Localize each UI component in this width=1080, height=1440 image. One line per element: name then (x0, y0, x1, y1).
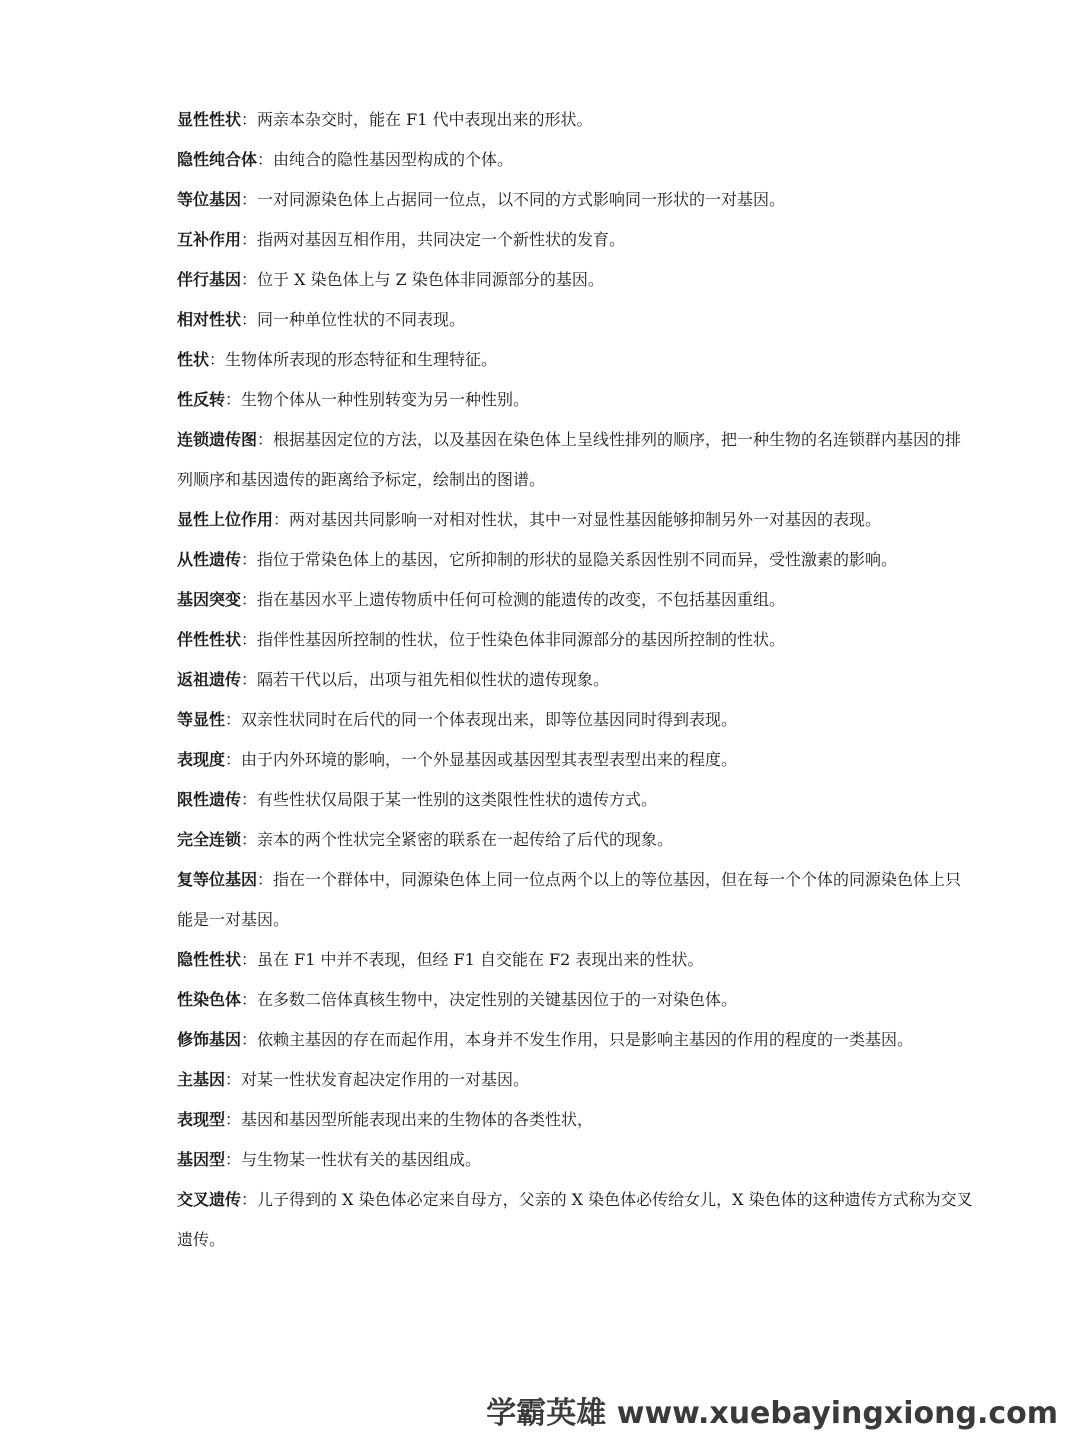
entry-separator: ： (225, 750, 242, 769)
entry-term: 表现型 (177, 1110, 226, 1129)
glossary-entry-20 (177, 940, 977, 980)
entry-separator: ： (225, 1070, 242, 1089)
entry-separator: ： (225, 710, 242, 729)
glossary-entry-14 (177, 660, 977, 700)
entry-definition: 指在基因水平上遗传物质中任何可检测的能遗传的改变，不包括基因重组。 (257, 590, 786, 609)
glossary-entry-18 (177, 820, 977, 860)
entry-term: 等位基因 (177, 190, 242, 209)
entry-definition: 有些性状仅局限于某一性别的这类限性性状的遗传方式。 (257, 790, 658, 809)
glossary-entry-3 (177, 180, 977, 220)
entry-term: 完全连锁 (177, 830, 242, 849)
entry-definition: 生物体所表现的形态特征和生理特征。 (225, 350, 498, 369)
entry-term: 主基因 (177, 1070, 226, 1089)
entry-definition: 根据基因定位的方法，以及基因在染色体上呈线性排列的顺序，把一种生物的名连锁群内基因的排列顺序和基因遗传的距离给予标定，绘制出的图谱。 (177, 430, 962, 489)
entry-term: 性反转 (177, 390, 226, 409)
entry-separator: ： (241, 230, 258, 249)
glossary-entry-1 (177, 100, 977, 140)
glossary-entry-21 (177, 980, 977, 1020)
entry-definition: 儿子得到的 X 染色体必定来自母方，父亲的 X 染色体必传给女儿，X 染色体的这种遗传方式称为交叉遗传。 (177, 1190, 973, 1249)
glossary-entry-10 (177, 500, 977, 540)
entry-separator: ： (241, 190, 258, 209)
entry-definition: 指两对基因互相作用，共同决定一个新性状的发育。 (257, 230, 626, 249)
entry-term: 隐性纯合体 (177, 150, 258, 169)
glossary-entry-2 (177, 140, 977, 180)
entry-term: 从性遗传 (177, 550, 242, 569)
glossary (177, 100, 977, 1260)
glossary-entry-25 (177, 1140, 977, 1180)
entry-definition: 与生物某一性状有关的基因组成。 (241, 1150, 482, 1169)
entry-definition: 两对基因共同影响一对相对性状，其中一对显性基因能够抑制另外一对基因的表现。 (289, 510, 882, 529)
entry-term: 等显性 (177, 710, 226, 729)
entry-separator: ： (241, 630, 258, 649)
entry-term: 表现度 (177, 750, 226, 769)
entry-term: 交叉遗传 (177, 1190, 242, 1209)
entry-term: 互补作用 (177, 230, 242, 249)
entry-definition: 由纯合的隐性基因型构成的个体。 (273, 150, 514, 169)
glossary-entry-26 (177, 1180, 977, 1260)
entry-separator: ： (241, 590, 258, 609)
entry-separator: ： (257, 870, 274, 889)
entry-term: 修饰基因 (177, 1030, 242, 1049)
entry-separator: ： (241, 830, 258, 849)
entry-term: 复等位基因 (177, 870, 258, 889)
glossary-entry-9 (177, 420, 977, 500)
entry-definition: 亲本的两个性状完全紧密的联系在一起传给了后代的现象。 (257, 830, 674, 849)
entry-term: 基因型 (177, 1150, 226, 1169)
entry-definition: 对某一性状发育起决定作用的一对基因。 (241, 1070, 530, 1089)
entry-definition: 基因和基因型所能表现出来的生物体的各类性状， (241, 1110, 594, 1129)
glossary-entry-4 (177, 220, 977, 260)
entry-term: 限性遗传 (177, 790, 242, 809)
glossary-entry-19 (177, 860, 977, 940)
glossary-entry-23 (177, 1060, 977, 1100)
entry-term: 伴性性状 (177, 630, 242, 649)
glossary-entry-15 (177, 700, 977, 740)
glossary-entry-16 (177, 740, 977, 780)
entry-term: 显性上位作用 (177, 510, 274, 529)
glossary-entry-13 (177, 620, 977, 660)
entry-separator: ： (209, 350, 226, 369)
entry-definition: 双亲性状同时在后代的同一个体表现出来，即等位基因同时得到表现。 (241, 710, 738, 729)
entry-definition: 一对同源染色体上占据同一位点，以不同的方式影响同一形状的一对基因。 (257, 190, 786, 209)
entry-separator: ： (241, 950, 258, 969)
glossary-entry-6 (177, 300, 977, 340)
entry-term: 性染色体 (177, 990, 242, 1009)
entry-definition: 两亲本杂交时，能在 F1 代中表现出来的形状。 (257, 110, 593, 129)
entry-definition: 虽在 F1 中并不表现，但经 F1 自交能在 F2 表现出来的性状。 (257, 950, 704, 969)
glossary-entry-12 (177, 580, 977, 620)
entry-definition: 指在一个群体中，同源染色体上同一位点两个以上的等位基因，但在每一个个体的同源染色体上只能是一对基因。 (177, 870, 962, 929)
entry-term: 基因突变 (177, 590, 242, 609)
entry-definition: 同一种单位性状的不同表现。 (257, 310, 466, 329)
entry-separator: ： (225, 1150, 242, 1169)
entry-definition: 位于 X 染色体上与 Z 染色体非同源部分的基因。 (257, 270, 604, 289)
glossary-entry-22 (177, 1020, 977, 1060)
entry-separator: ： (257, 430, 274, 449)
entry-separator: ： (241, 270, 258, 289)
entry-term: 返祖遗传 (177, 670, 242, 689)
entry-term: 显性性状 (177, 110, 242, 129)
glossary-entry-5 (177, 260, 977, 300)
entry-term: 伴行基因 (177, 270, 242, 289)
entry-separator: ： (241, 310, 258, 329)
entry-term: 连锁遗传图 (177, 430, 258, 449)
entry-separator: ： (241, 990, 258, 1009)
entry-term: 性状 (177, 350, 210, 369)
glossary-entry-24 (177, 1100, 977, 1140)
glossary-entry-11 (177, 540, 977, 580)
entry-definition: 隔若干代以后，出项与祖先相似性状的遗传现象。 (257, 670, 610, 689)
glossary-entry-17 (177, 780, 977, 820)
entry-separator: ： (225, 1110, 242, 1129)
entry-term: 相对性状 (177, 310, 242, 329)
entry-definition: 生物个体从一种性别转变为另一种性别。 (241, 390, 530, 409)
glossary-entry-8 (177, 380, 977, 420)
site-watermark: 学霸英雄 www.xuebayingxiong.com (486, 1396, 1058, 1431)
entry-definition: 依赖主基因的存在而起作用，本身并不发生作用，只是影响主基因的作用的程度的一类基因。 (257, 1030, 914, 1049)
entry-separator: ： (241, 550, 258, 569)
entry-definition: 指伴性基因所控制的性状，位于性染色体非同源部分的基因所控制的性状。 (257, 630, 786, 649)
entry-separator: ： (241, 790, 258, 809)
entry-separator: ： (257, 150, 274, 169)
entry-term: 隐性性状 (177, 950, 242, 969)
glossary-entry-7 (177, 340, 977, 380)
entry-separator: ： (241, 670, 258, 689)
entry-definition: 指位于常染色体上的基因，它所抑制的形状的显隐关系因性别不同而异，受性激素的影响。 (257, 550, 898, 569)
entry-separator: ： (273, 510, 290, 529)
entry-separator: ： (225, 390, 242, 409)
entry-definition: 由于内外环境的影响，一个外显基因或基因型其表型表型出来的程度。 (241, 750, 738, 769)
entry-definition: 在多数二倍体真核生物中，决定性别的关键基因位于的一对染色体。 (257, 990, 738, 1009)
entry-separator: ： (241, 110, 258, 129)
entry-separator: ： (241, 1190, 258, 1209)
entry-separator: ： (241, 1030, 258, 1049)
